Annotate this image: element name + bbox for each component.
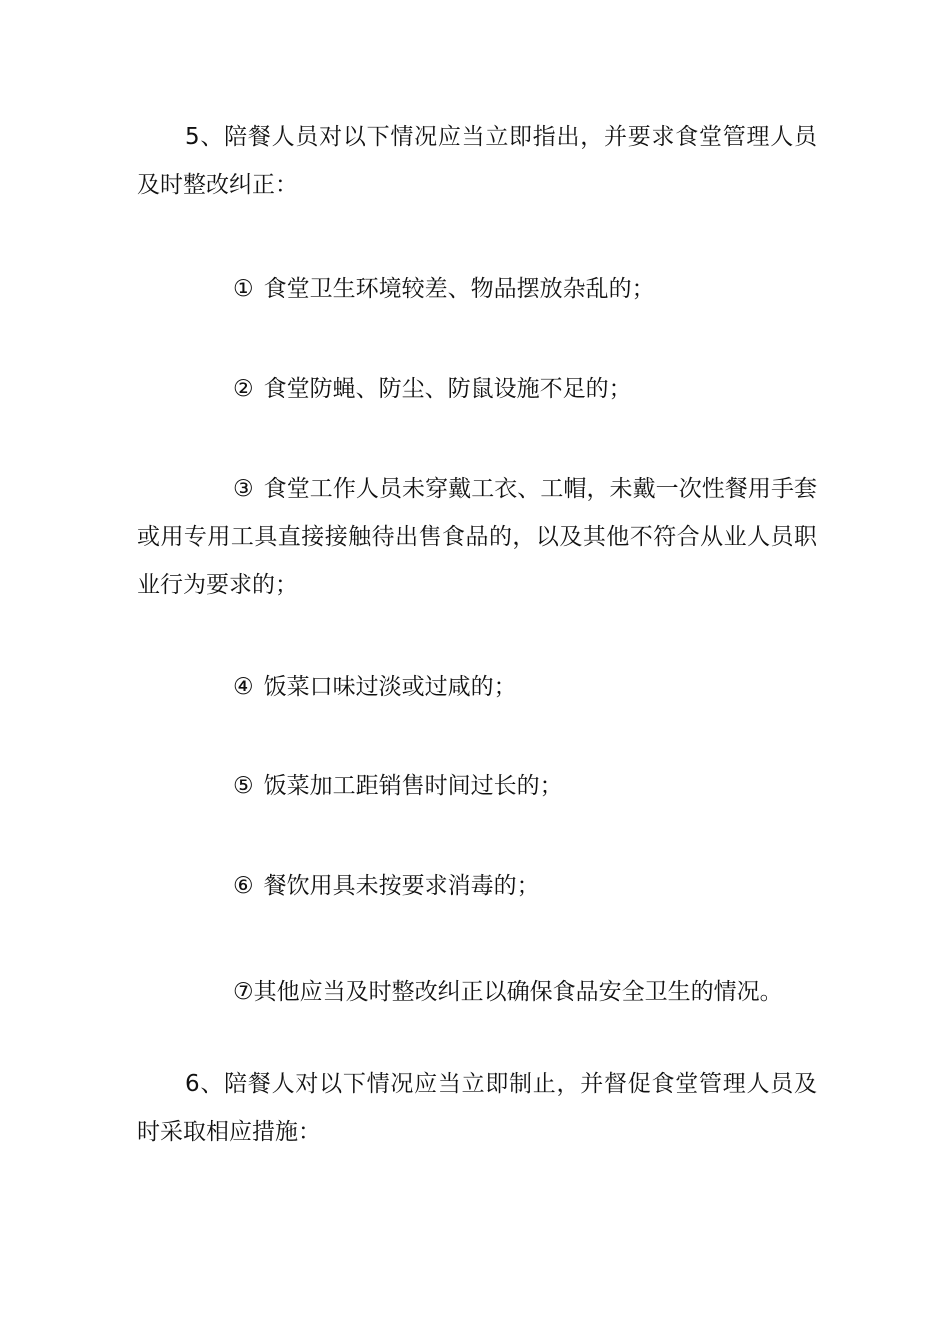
item-text: 食堂工作人员未穿戴工衣、工帽，未戴一次性餐用手套或用专用工具直接接触待出售食品的，以及其他不符合从业人员职业行为要求的；: [137, 476, 817, 598]
item-text: 其他应当及时整改纠正以确保食品安全卫生的情况。: [253, 979, 783, 1005]
paragraph-5: 5、陪餐人员对以下情况应当立即指出，并要求食堂管理人员及时整改纠正：: [137, 124, 817, 198]
list-item-6: [137, 862, 817, 910]
item-number: ④: [233, 674, 254, 700]
list-item-3: [137, 465, 817, 609]
item-text: 食堂防蝇、防尘、防鼠设施不足的；: [263, 376, 632, 402]
item-number: ⑦: [233, 979, 254, 1005]
item-text: 餐饮用具未按要求消毒的；: [263, 873, 540, 899]
item-number: ⑤: [233, 773, 254, 799]
item-number: ⑥: [233, 873, 254, 899]
list-item-2: [137, 365, 817, 413]
list-item-4: [137, 663, 817, 711]
item-text: 饭菜加工距销售时间过长的；: [263, 773, 563, 799]
paragraph-6: 6、陪餐人对以下情况应当立即制止，并督促食堂管理人员及时采取相应措施：: [137, 1071, 817, 1145]
list-item-7: [137, 968, 817, 1016]
item-text: 饭菜口味过淡或过咸的；: [263, 674, 517, 700]
item-number: ①: [233, 276, 254, 302]
item-number: ②: [233, 376, 254, 402]
item-text: 食堂卫生环境较差、物品摆放杂乱的；: [263, 276, 655, 302]
list-item-5: [137, 762, 817, 810]
list-item-1: [137, 265, 817, 313]
item-number: ③: [233, 476, 254, 502]
